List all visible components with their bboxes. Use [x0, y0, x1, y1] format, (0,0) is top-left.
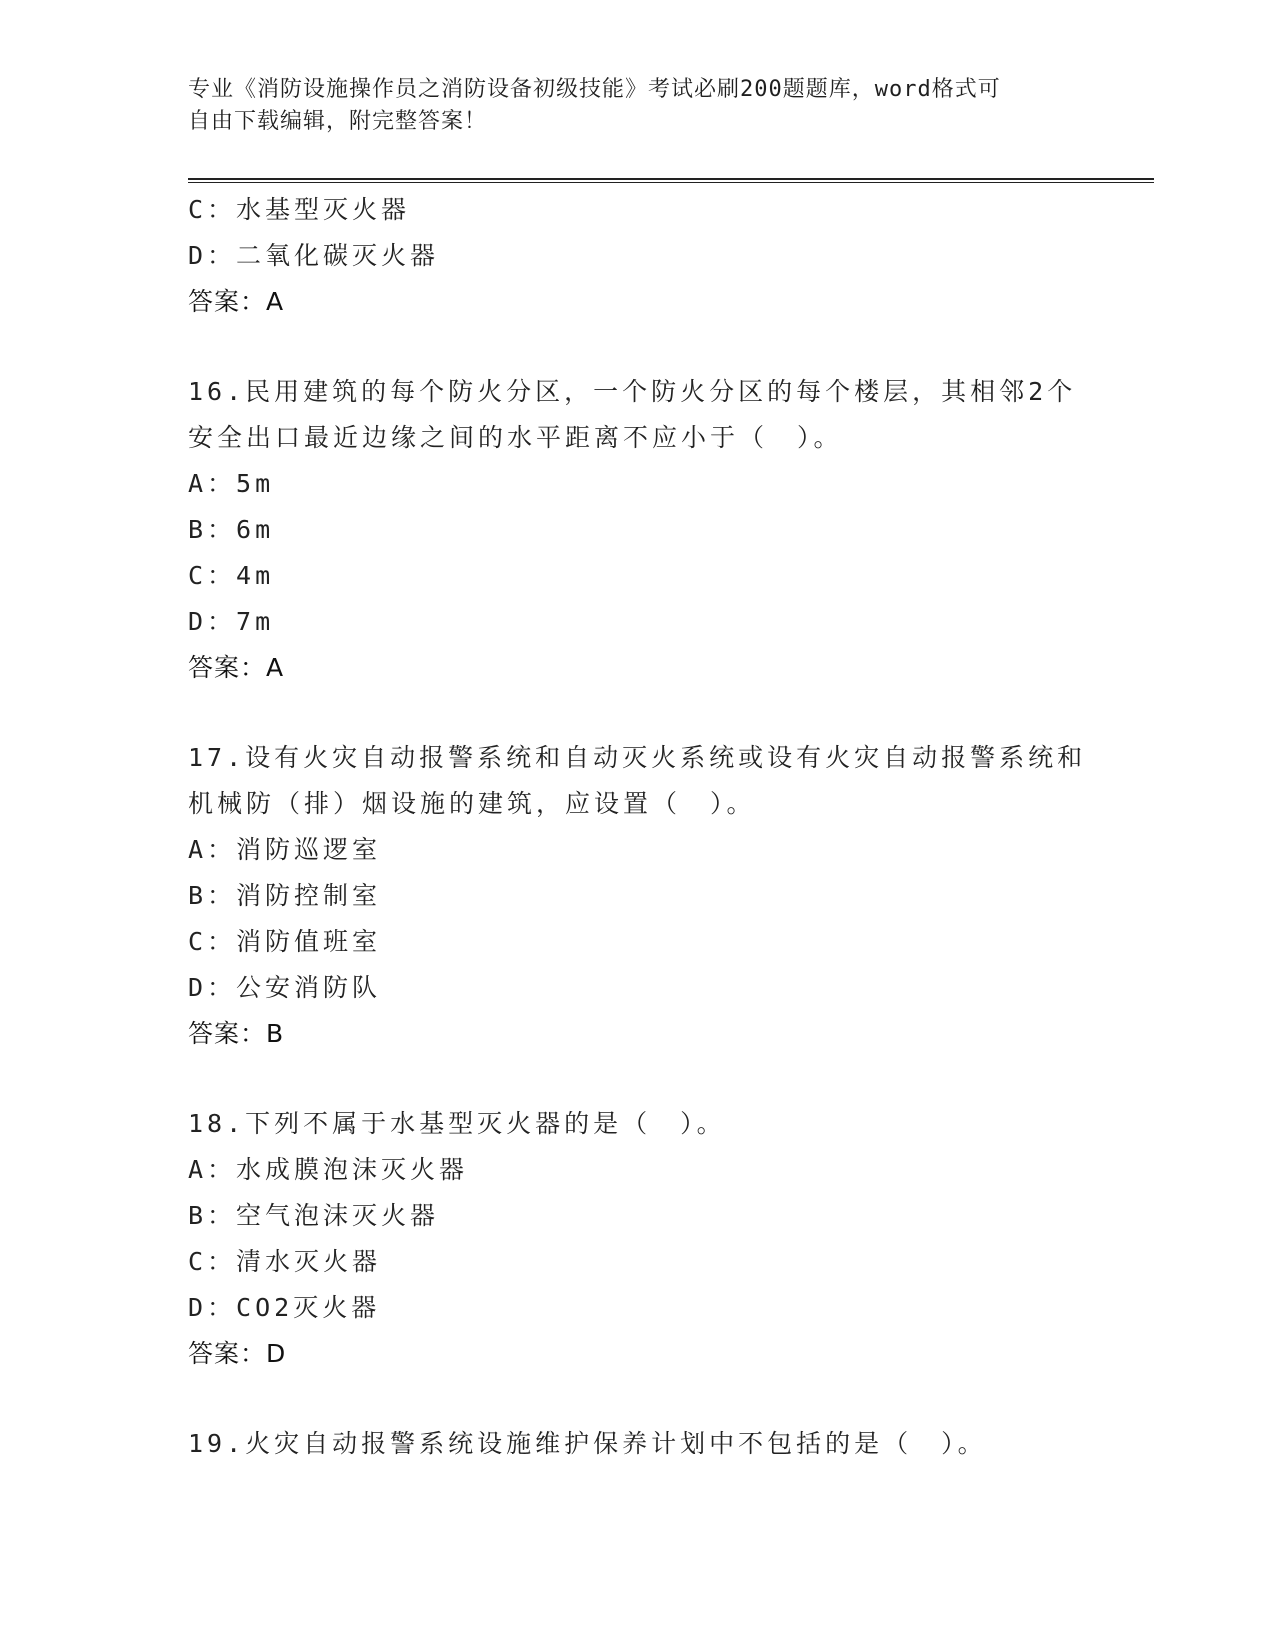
answer-line: 答案：D — [188, 1339, 287, 1368]
document-header — [188, 74, 1088, 138]
option-a: A：水成膜泡沫灭火器 — [188, 1155, 469, 1184]
option-a: A：5m — [188, 469, 275, 498]
option-d: D：公安消防队 — [188, 973, 382, 1002]
question-16 — [188, 369, 1088, 691]
option-b: B：空气泡沫灭火器 — [188, 1201, 440, 1230]
header-line-2: 自由下载编辑，附完整答案！ — [188, 109, 488, 134]
answer-line: 答案：A — [188, 287, 285, 316]
option-b: B：消防控制室 — [188, 881, 382, 910]
question-stem: 16.民用建筑的每个防火分区，一个防火分区的每个楼层，其相邻2个 — [188, 377, 1077, 406]
option-d: D：CO2灭火器 — [188, 1293, 381, 1322]
question-stem: 18.下列不属于水基型灭火器的是（ ）。 — [188, 1109, 726, 1138]
answer-line: 答案：B — [188, 1019, 285, 1048]
question-17 — [188, 735, 1088, 1057]
option-a: A：消防巡逻室 — [188, 835, 382, 864]
option-b: B：6m — [188, 515, 275, 544]
question-stem-cont: 机械防（排）烟设施的建筑，应设置（ ）。 — [188, 789, 756, 818]
option-d: D：二氧化碳灭火器 — [188, 241, 440, 270]
option-c: C：消防值班室 — [188, 927, 382, 956]
question-15-tail — [188, 187, 1088, 325]
option-c: C：4m — [188, 561, 275, 590]
question-stem-cont: 安全出口最近边缘之间的水平距离不应小于（ ）。 — [188, 423, 843, 452]
option-c: C：清水灭火器 — [188, 1247, 382, 1276]
header-line-1: 专业《消防设施操作员之消防设备初级技能》考试必刷200题题库，word格式可 — [188, 77, 1001, 102]
header-divider — [188, 178, 1154, 183]
question-list — [188, 187, 1088, 1467]
option-c: C：水基型灭火器 — [188, 195, 411, 224]
question-stem: 19.火灾自动报警系统设施维护保养计划中不包括的是（ ）。 — [188, 1429, 987, 1458]
answer-line: 答案：A — [188, 653, 285, 682]
question-stem: 17.设有火灾自动报警系统和自动灭火系统或设有火灾自动报警系统和 — [188, 743, 1087, 772]
question-19 — [188, 1421, 1088, 1467]
question-18 — [188, 1101, 1088, 1377]
option-d: D：7m — [188, 607, 275, 636]
